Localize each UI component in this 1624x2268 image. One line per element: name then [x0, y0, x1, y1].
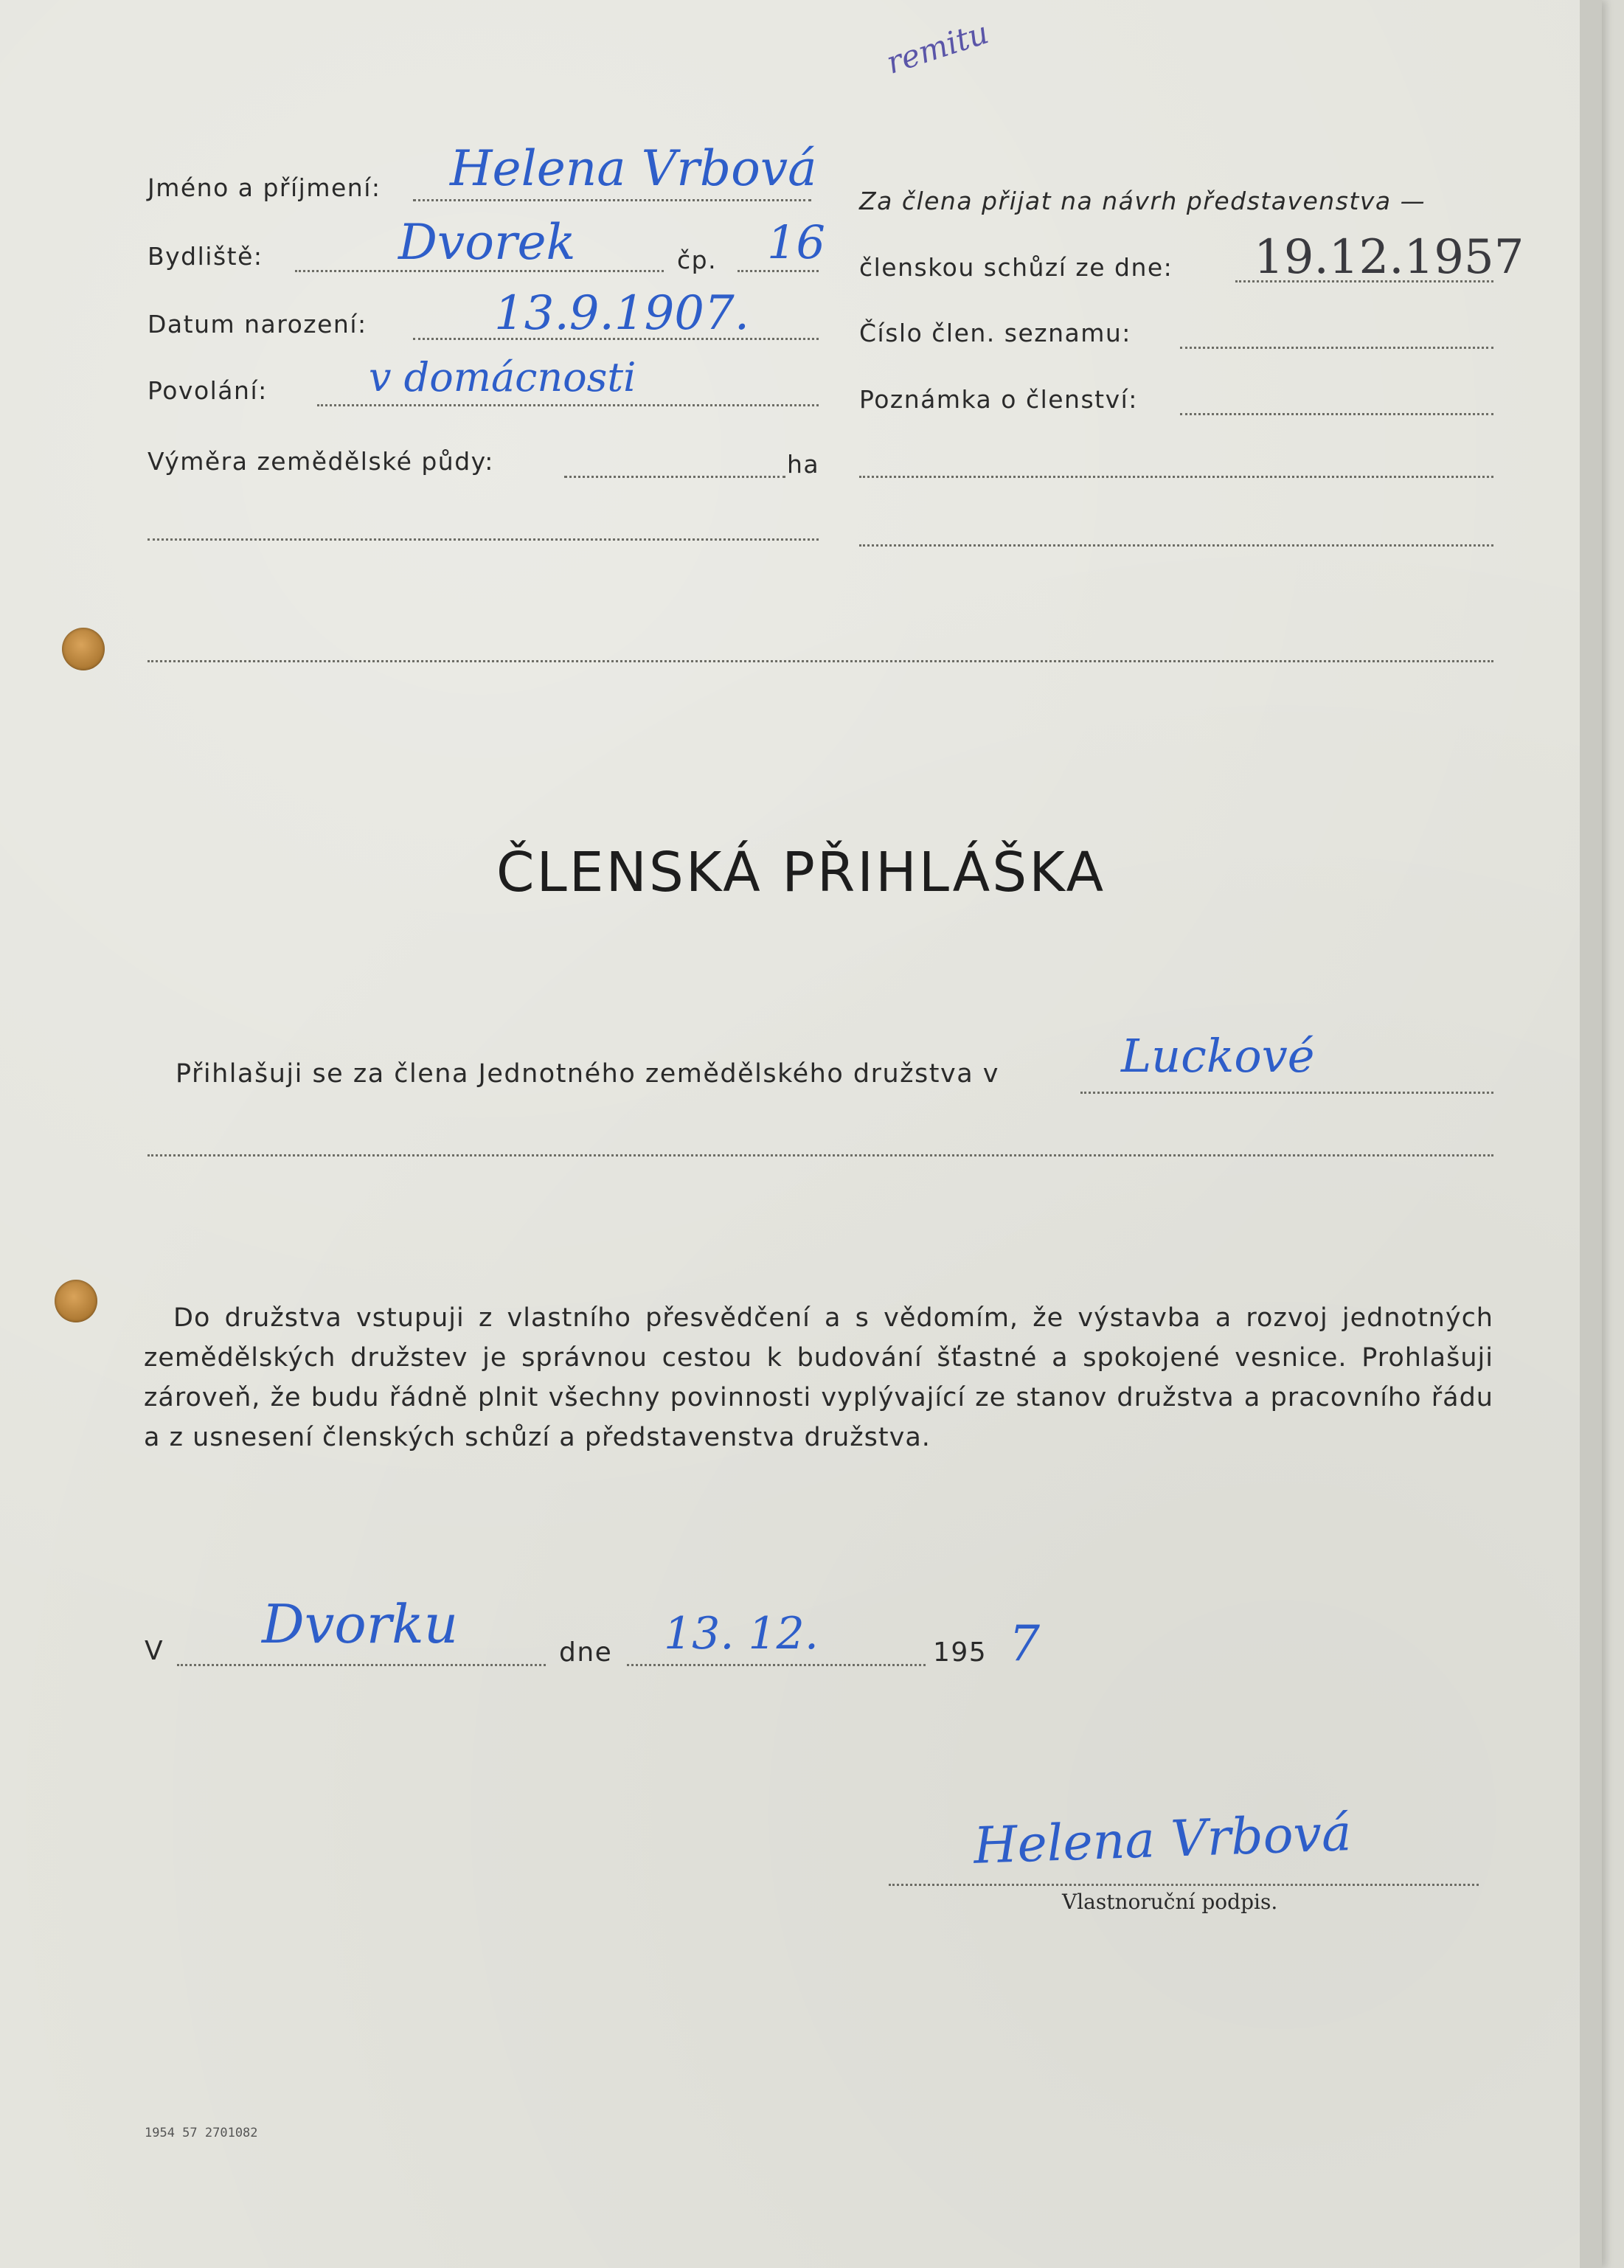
place-value: Dvorku — [262, 1593, 459, 1655]
place-line — [177, 1664, 546, 1666]
meeting-date-label: členskou schůzí ze dne: — [859, 253, 1173, 282]
form-title: ČLENSKÁ PŘIHLÁŠKA — [496, 841, 1106, 904]
membership-note-line — [1180, 413, 1493, 415]
punch-hole-top — [62, 628, 105, 670]
top-note-handwriting: remitu — [881, 14, 993, 81]
birth-date-value: 13.9.1907. — [494, 286, 750, 341]
cooperative-village-value: Luckové — [1121, 1029, 1315, 1083]
residence-label: Bydliště: — [148, 242, 263, 271]
place-label: V — [145, 1636, 164, 1666]
land-area-line — [564, 476, 785, 478]
occupation-label: Povolání: — [148, 376, 268, 405]
full-width-line — [148, 660, 1493, 662]
application-line — [1080, 1092, 1493, 1094]
date-line — [627, 1664, 926, 1666]
residence-value: Dvorek — [398, 214, 576, 271]
print-code: 1954 57 2701082 — [145, 2126, 258, 2140]
membership-note-label: Poznámka o členství: — [859, 385, 1138, 414]
meeting-date-value: 19.12.1957 — [1254, 230, 1524, 285]
date-label: dne — [559, 1637, 613, 1668]
declaration-text: Do družstva vstupuji z vlastního přesvědčení a s vědomím, že výstavba a rozvoj jednotných zemědělských družstev je správnou cestou k budování šťastné a spokojené vesnice. Prohlašuji zároveň, že budu řádně plnit všechny povinnosti vyplývající ze stanov družstva a pracovního řádu a z usnesení členských schůzí a představenstva družstva. — [144, 1303, 1493, 1452]
signature-line — [889, 1884, 1479, 1886]
year-value: 7 — [1009, 1615, 1040, 1672]
declaration-paragraph — [144, 1298, 1493, 1457]
occupation-value: v domácnosti — [369, 354, 636, 400]
house-number-label: čp. — [677, 246, 718, 274]
name-value: Helena Vrbová — [450, 140, 817, 197]
name-field-line — [413, 199, 811, 201]
occupation-line — [317, 404, 819, 406]
member-list-number-label: Číslo člen. seznamu: — [859, 319, 1131, 347]
land-area-unit: ha — [787, 450, 820, 479]
right-extra-line-2 — [859, 544, 1493, 547]
year-prefix: 195 — [933, 1637, 988, 1668]
punch-hole-bottom — [55, 1280, 97, 1322]
house-number-value: 16 — [767, 215, 825, 269]
house-number-line — [738, 270, 819, 272]
right-extra-line-1 — [859, 476, 1493, 478]
paper-edge — [1580, 0, 1602, 2268]
birth-date-label: Datum narození: — [148, 310, 367, 339]
date-value: 13. 12. — [664, 1608, 819, 1660]
application-label: Přihlašuji se za člena Jednotného zemědělského družstva v — [176, 1059, 1000, 1089]
land-area-label: Výměra zemědělské půdy: — [148, 447, 494, 476]
name-label: Jméno a příjmení: — [148, 173, 381, 202]
application-second-line — [148, 1154, 1493, 1156]
accepted-by-label: Za člena přijat na návrh představenstva — — [859, 187, 1426, 215]
member-list-number-line — [1180, 347, 1493, 349]
signature-label: Vlastnoruční podpis. — [1062, 1890, 1278, 1914]
signature: Helena Vrbová — [972, 1804, 1353, 1876]
left-extra-line — [148, 538, 819, 541]
